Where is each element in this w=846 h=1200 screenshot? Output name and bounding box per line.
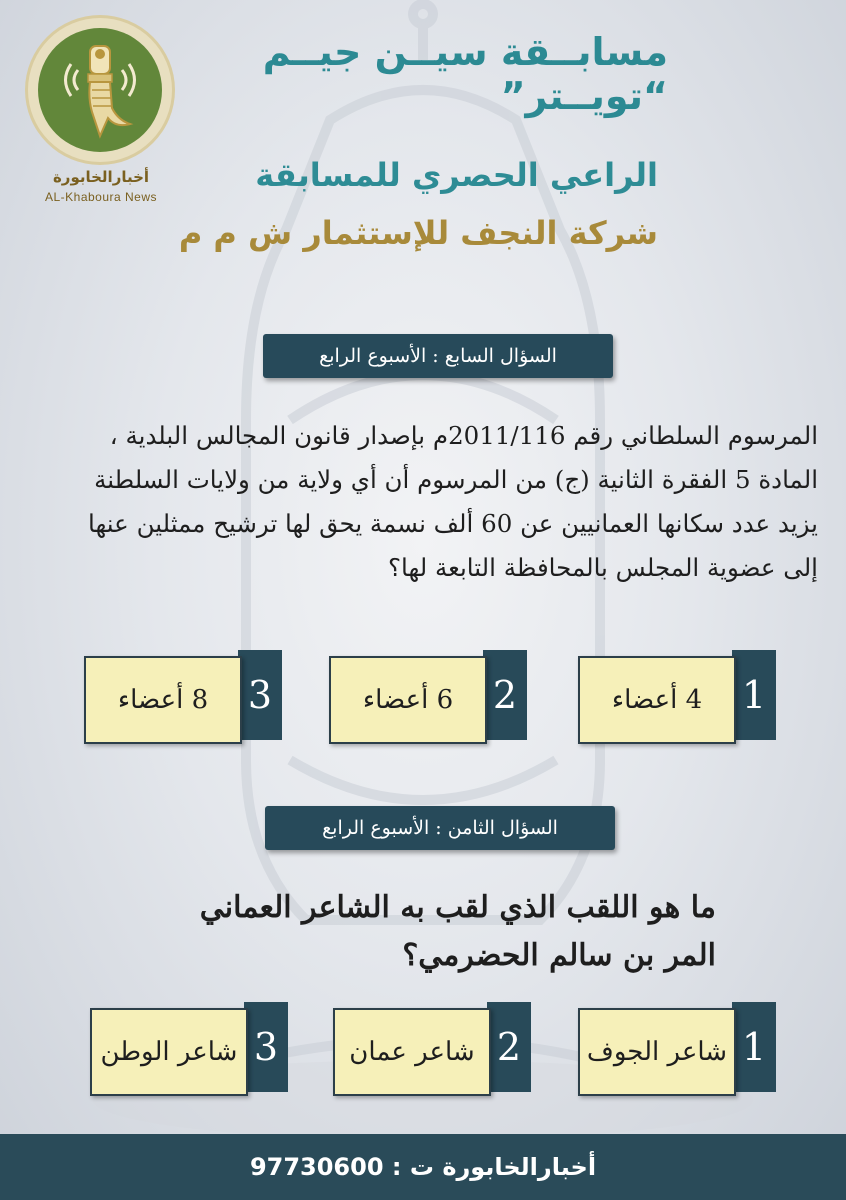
footer-bar bbox=[0, 1134, 846, 1200]
answer-text: 4 أعضاء bbox=[578, 656, 736, 744]
answer-option-1[interactable] bbox=[576, 1002, 776, 1092]
answer-option-2[interactable] bbox=[333, 1002, 531, 1092]
answer-text: شاعر الوطن bbox=[90, 1008, 248, 1096]
answer-option-3[interactable] bbox=[84, 650, 282, 740]
question-line: ما هو اللقب الذي لقب به الشاعر العماني bbox=[199, 890, 716, 925]
answer-number: 1 bbox=[732, 650, 776, 740]
question-line: إلى عضوية المجلس بالمحافظة التابعة لها؟ bbox=[388, 553, 818, 582]
answer-text: شاعر عمان bbox=[333, 1008, 491, 1096]
question-7-label: السؤال السابع : الأسبوع الرابع bbox=[263, 334, 613, 378]
question-line: المادة 5 الفقرة الثانية (ج) من المرسوم أن أي ولاية من ولايات السلطنة bbox=[94, 465, 818, 494]
logo-text-arabic: أخبارالخابورة bbox=[52, 168, 150, 186]
answer-text: 6 أعضاء bbox=[329, 656, 487, 744]
answer-number: 3 bbox=[238, 650, 282, 740]
question-8-label: السؤال الثامن : الأسبوع الرابع bbox=[265, 806, 615, 850]
footer-contact: أخبارالخابورة ت : 97730600 bbox=[249, 1153, 597, 1181]
answer-option-2[interactable] bbox=[329, 650, 527, 740]
sponsor-heading: الراعي الحصري للمسابقة bbox=[255, 156, 658, 194]
sponsor-company: شركة النجف للإستثمار ش م م bbox=[178, 214, 658, 252]
question-7-text bbox=[18, 414, 818, 590]
question-line: المرسوم السلطاني رقم 2011/116م بإصدار قانون المجالس البلدية ، bbox=[109, 421, 818, 450]
competition-title: مسابــقة سيــن جيــم “تويــتر” bbox=[262, 30, 668, 118]
logo-text-english: AL-Khaboura News bbox=[44, 190, 158, 204]
question-line: يزيد عدد سكانها العمانيين عن 60 ألف نسمة يحق لها ترشيح ممثلين عنها bbox=[88, 509, 818, 538]
question-8-text bbox=[0, 884, 716, 980]
khanjar-icon bbox=[38, 28, 162, 152]
answer-text: 8 أعضاء bbox=[84, 656, 242, 744]
answer-number: 3 bbox=[244, 1002, 288, 1092]
answer-number: 2 bbox=[487, 1002, 531, 1092]
question-line: المر بن سالم الحضرمي؟ bbox=[402, 938, 716, 973]
answer-text: شاعر الجوف bbox=[578, 1008, 736, 1096]
answer-option-1[interactable] bbox=[578, 650, 776, 740]
answer-option-3[interactable] bbox=[88, 1002, 288, 1092]
answer-number: 2 bbox=[483, 650, 527, 740]
answer-number: 1 bbox=[732, 1002, 776, 1092]
